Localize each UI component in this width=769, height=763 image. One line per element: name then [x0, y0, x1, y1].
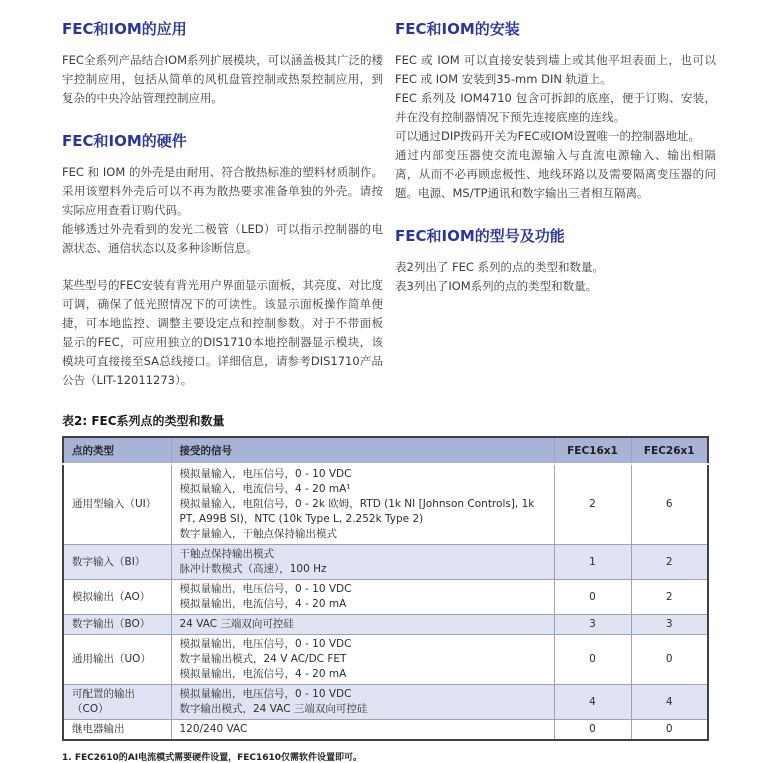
paragraph: 能够透过外壳看到的发光二极管（LED）可以指示控制器的电源状态、通信状态以及多种诊断信息。 [62, 222, 383, 255]
signals-cell [171, 580, 554, 615]
fec26x1-value: 4 [631, 685, 708, 720]
fec16x1-value: 0 [554, 720, 631, 741]
table-row-bo [63, 615, 708, 635]
fec26x1-value: 6 [631, 464, 708, 545]
column-header-signals: 接受的信号 [171, 437, 554, 464]
table-row-ao [63, 580, 708, 615]
signal-line: 模拟量输出，电压信号，0 - 10 VDC [179, 638, 352, 650]
fec16x1-value: 2 [554, 464, 631, 545]
table-title: 表2: FEC系列点的类型和数量 [62, 414, 225, 428]
point-type-cell: 数字输入（BI） [63, 545, 171, 580]
signal-line: 模拟量输出，电压信号，0 - 10 VDC [179, 583, 352, 595]
two-column-body [62, 12, 717, 390]
signal-line: 模拟量输出，电流信号，4 - 20 mA [179, 668, 347, 680]
fec16x1-value: 0 [554, 635, 631, 685]
signal-line: 脉冲计数模式（高速），100 Hz [179, 563, 327, 575]
signal-line: 模拟量输入，电阻信号，0 - 2k 欧姆，RTD (1k NI [Johnson Controls], 1k PT, A99B SI)，NTC (10k Type L, 2.252k Type 2) [179, 498, 535, 525]
fec26x1-value: 2 [631, 580, 708, 615]
fec26x1-value: 3 [631, 615, 708, 635]
paragraph: FEC 系列及 IOM4710 包含可拆卸的底座，便于订购、安装，并在没有控制器情况下预先连接底座的连线。 [395, 91, 716, 124]
signal-line: 干触点保持输出模式 [179, 548, 274, 560]
fec16x1-value: 3 [554, 615, 631, 635]
table-row-uo [63, 635, 708, 685]
signal-line: 数字量输出模式，24 V AC/DC FET [179, 653, 347, 665]
column-header-fec26x1: FEC26x1 [631, 437, 708, 464]
fec26x1-value: 2 [631, 545, 708, 580]
signal-line: 数字输出模式，24 VAC 三端双向可控硅 [179, 703, 368, 715]
signal-line: 模拟量输入，电流信号，4 - 20 mA¹ [179, 483, 351, 495]
section-heading-applications: FEC和IOM的应用 [62, 20, 187, 38]
table-section [62, 412, 717, 763]
point-type-cell: 模拟输出（AO） [63, 580, 171, 615]
signals-cell [171, 720, 554, 741]
paragraph: 通过内部变压器使交流电源输入与直流电源输入、输出相隔离，从而不必再顾虑极性、地线环路以及需要隔离变压器的问题。电源、MS/TP通讯和数字输出三者相互隔离。 [395, 148, 716, 200]
signals-cell [171, 635, 554, 685]
paragraph: 表2列出了 FEC 系列的点的类型和数量。 [395, 260, 605, 274]
table-row-bi [63, 545, 708, 580]
signals-cell [171, 464, 554, 545]
table-row-relay [63, 720, 708, 741]
paragraph: FEC 和 IOM 的外壳是由耐用、符合散热标准的塑料材质制作。采用该塑料外壳后可以不再为散热要求准备单独的外壳。请按实际应用查看订购代码。 [62, 165, 383, 217]
signals-cell [171, 685, 554, 720]
right-column [395, 12, 716, 390]
signal-line: 24 VAC 三端双向可控硅 [179, 618, 294, 630]
signals-cell [171, 615, 554, 635]
point-type-cell: 通用型输入（UI） [63, 464, 171, 545]
table-header-row [63, 437, 708, 464]
paragraph: 表3列出了IOM系列的点的类型和数量。 [395, 279, 598, 293]
fec26x1-value: 0 [631, 720, 708, 741]
signal-line: 120/240 VAC [179, 723, 248, 735]
fec26x1-value: 0 [631, 635, 708, 685]
section-heading-installation: FEC和IOM的安装 [395, 20, 520, 38]
point-type-cell: 通用输出（UO） [63, 635, 171, 685]
section-heading-models: FEC和IOM的型号及功能 [395, 227, 565, 245]
point-type-cell: 继电器输出 [63, 720, 171, 741]
signal-line: 模拟量输入，电压信号，0 - 10 VDC [179, 468, 352, 480]
column-header-point-type: 点的类型 [63, 437, 171, 464]
left-column [62, 12, 383, 390]
section-heading-hardware: FEC和IOM的硬件 [62, 132, 187, 150]
table-row-co [63, 685, 708, 720]
signal-line: 数字量输入，干触点保持输出模式 [179, 528, 337, 540]
fec-points-table [62, 436, 709, 741]
fec16x1-value: 4 [554, 685, 631, 720]
fec16x1-value: 1 [554, 545, 631, 580]
signal-line: 模拟量输出，电压信号，0 - 10 VDC [179, 688, 352, 700]
column-header-fec16x1: FEC16x1 [554, 437, 631, 464]
signals-cell [171, 545, 554, 580]
fec16x1-value: 0 [554, 580, 631, 615]
paragraph: FEC全系列产品结合IOM系列扩展模块，可以涵盖极其广泛的楼宇控制应用，包括从简单的风机盘管控制或热泵控制应用，到复杂的中央冷站管理控制应用。 [62, 53, 383, 105]
signal-line: 模拟量输出，电流信号，4 - 20 mA [179, 598, 347, 610]
table-footnote: 1. FEC2610的AI电流模式需要硬件设置，FEC1610仅需软件设置即可。 [62, 753, 363, 763]
point-type-cell: 数字输出（BO） [63, 615, 171, 635]
paragraph: FEC 或 IOM 可以直接安装到墙上或其他平坦表面上，也可以 FEC 或 IOM 安装到35-mm DIN 轨道上。 [395, 53, 716, 86]
paragraph: 某些型号的FEC安装有背光用户界面显示面板，其亮度、对比度可调，确保了低光照情况下的可读性。该显示面板操作简单便捷，可本地监控、调整主要设定点和控制参数。对于不带面板显示的FEC，可应用独立的DIS1710本地控制器显示模块，该模块可直接接至SA总线接口。详细信息，请参考DIS1710产品公告（LIT-12011273）。 [62, 278, 383, 387]
point-type-cell: 可配置的输出（CO） [63, 685, 171, 720]
table-row-ui [63, 464, 708, 545]
paragraph: 可以通过DIP拨码开关为FEC或IOM设置唯一的控制器地址。 [395, 129, 700, 143]
